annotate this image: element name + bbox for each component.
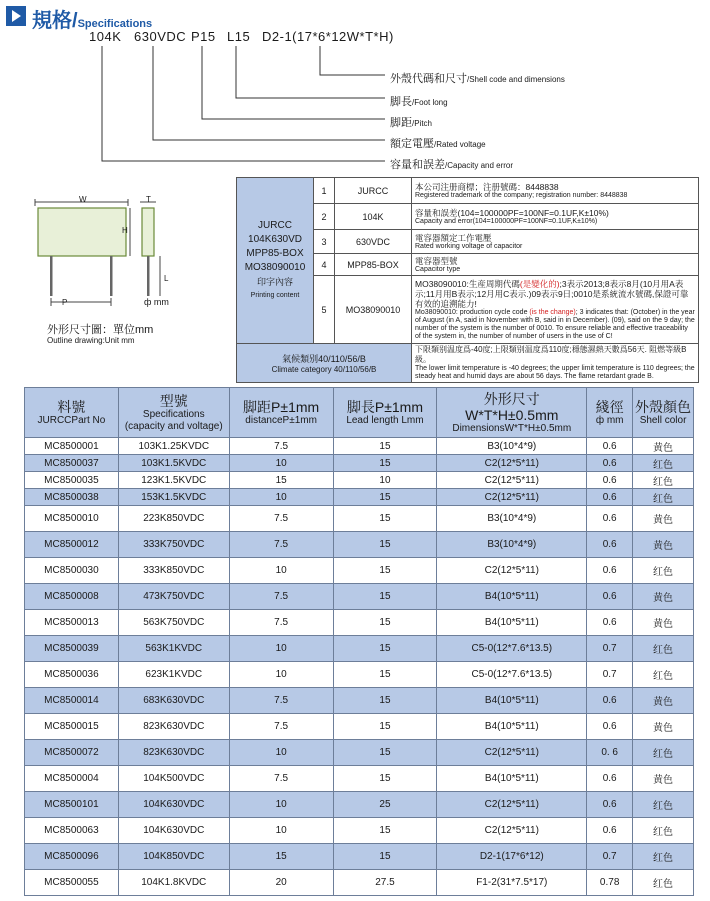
- legend-shell: 外殼代碼和尺寸/Shell code and dimensions: [390, 73, 565, 85]
- table-cell: MC8500008: [25, 584, 119, 610]
- table-cell: 0.6: [587, 558, 633, 584]
- table-cell: 0.6: [587, 584, 633, 610]
- header-part-no: 料號 JURCCPart No: [25, 388, 119, 438]
- table-cell: MC8500001: [25, 438, 119, 455]
- section-title: 規格/Specifications: [32, 10, 153, 32]
- table-cell: MC8500096: [25, 844, 119, 870]
- drawing-caption-zh: 外形尺寸圖：單位mm: [47, 324, 154, 336]
- table-cell: MC8500035: [25, 472, 119, 489]
- table-cell: 0.6: [587, 688, 633, 714]
- drawing-caption-en: Outline drawing:Unit mm: [47, 336, 135, 345]
- table-cell: MC8500036: [25, 662, 119, 688]
- outline-drawing: [30, 190, 230, 315]
- table-row: [25, 584, 694, 610]
- table-cell: 红色: [633, 489, 694, 506]
- table-cell: 10: [229, 792, 333, 818]
- code-pitch: P15: [191, 29, 216, 44]
- table-cell: 0.6: [587, 506, 633, 532]
- table-cell: 15: [333, 438, 437, 455]
- printing-content-table: JURCC 104K630VD MPP85-BOX MO38090010 印字內容 Printing content 1 JURCC 本公司注册商標；注册號碼：8448838 Registered trademark of the company; registration number: 8448838 2 104K 容量和誤差(104=100000PF=100NF=0.1UF,K±10%) Capacity and error(104=100000PF=100NF=0.1UF,K±10%) 3 630VDC 電容器額定工作電壓 Rated working voltage of capacitor 4 MPP85-BOX 電容器型號 Capacitor type 5 MO38090010 MO38090010:生産周期代碼(是變化的);3表示2013;8表示8月(10月用A表示;11月用B表示;12月用C表示.)09表示9日;0010是系統流水號碼,保證可靠有效的追溯能力! Mo38090010: production cycle code (is the change); 3 indicates that: (October) in the year of August (in A, said in November with B, said in in December). (09), said on the 9 day; the number of the system is the number of 0010. To ensure reliable and effective traceability of the system in, the number of number of users in the use of C! 氣候類别40/110/56/B Climate category 40/110/56/B 下限類别温度爲-40度;上限類别温度爲110度;穩態濕熱天數爲56天. 阻燃等級B級。 The lower limit temperature is -40 degrees; the upper limit temperature is 110 degrees; the steady heat and humid days are about 56 days. The flame retardant grade B.: [236, 177, 699, 383]
- table-cell: 7.5: [229, 532, 333, 558]
- table-cell: C2(12*5*11): [437, 740, 587, 766]
- table-cell: B3(10*4*9): [437, 532, 587, 558]
- table-cell: 红色: [633, 662, 694, 688]
- table-cell: MC8500013: [25, 610, 119, 636]
- table-cell: 7.5: [229, 610, 333, 636]
- table-cell: 103K1.25KVDC: [118, 438, 229, 455]
- legend-foot: 脚長/Foot long: [390, 96, 448, 108]
- table-cell: 15: [333, 455, 437, 472]
- table-cell: 15: [333, 558, 437, 584]
- table-cell: 黄色: [633, 438, 694, 455]
- table-cell: 红色: [633, 844, 694, 870]
- table-cell: C5-0(12*7.6*13.5): [437, 662, 587, 688]
- legend-voltage: 額定電壓/Rated voltage: [390, 138, 486, 150]
- table-cell: D2-1(17*6*12): [437, 844, 587, 870]
- table-cell: 黄色: [633, 584, 694, 610]
- table-cell: 15: [333, 766, 437, 792]
- header-lead: 脚長P±1mm Lead length Lmm: [333, 388, 437, 438]
- table-cell: MC8500055: [25, 870, 119, 896]
- table-cell: 10: [229, 662, 333, 688]
- table-cell: 0.6: [587, 532, 633, 558]
- table-cell: 104K630VDC: [118, 818, 229, 844]
- spec-value: JURCC: [335, 178, 412, 204]
- table-cell: 0.6: [587, 818, 633, 844]
- table-cell: 15: [333, 688, 437, 714]
- dim-t-label: T: [146, 195, 151, 204]
- table-cell: C2(12*5*11): [437, 558, 587, 584]
- code-leader-lines: [0, 0, 710, 175]
- table-cell: 黄色: [633, 714, 694, 740]
- table-cell: B4(10*5*11): [437, 766, 587, 792]
- table-cell: F1-2(31*7.5*17): [437, 870, 587, 896]
- table-cell: 15: [333, 844, 437, 870]
- table-cell: 红色: [633, 792, 694, 818]
- code-lead: L15: [227, 29, 251, 44]
- table-cell: 15: [333, 636, 437, 662]
- table-cell: 0.7: [587, 662, 633, 688]
- table-cell: 0.7: [587, 636, 633, 662]
- table-row: [25, 766, 694, 792]
- table-cell: MC8500038: [25, 489, 119, 506]
- code-voltage: 630VDC: [134, 29, 187, 44]
- table-cell: MC8500015: [25, 714, 119, 740]
- table-row: [25, 489, 694, 506]
- table-cell: 0.6: [587, 472, 633, 489]
- table-cell: 黄色: [633, 688, 694, 714]
- table-cell: 10: [229, 818, 333, 844]
- table-row: [25, 455, 694, 472]
- table-cell: 333K750VDC: [118, 532, 229, 558]
- table-cell: 黄色: [633, 532, 694, 558]
- legend-pitch: 脚距/Pitch: [390, 117, 433, 129]
- table-cell: 10: [229, 740, 333, 766]
- table-cell: B4(10*5*11): [437, 584, 587, 610]
- table-cell: 15: [229, 844, 333, 870]
- table-cell: 623K1KVDC: [118, 662, 229, 688]
- dim-l-label: L: [164, 274, 169, 283]
- table-cell: 15: [333, 532, 437, 558]
- table-cell: 黄色: [633, 610, 694, 636]
- table-cell: MC8500037: [25, 455, 119, 472]
- table-cell: 104K500VDC: [118, 766, 229, 792]
- table-cell: 0.6: [587, 792, 633, 818]
- table-cell: 红色: [633, 472, 694, 489]
- table-cell: 7.5: [229, 506, 333, 532]
- dim-p-label: P: [62, 298, 68, 307]
- spec-desc-cycle-code: MO38090010:生産周期代碼(是變化的);3表示2013;8表示8月(10月用A表示;11月用B表示;12月用C表示.)09表示9日;0010是系統流水號碼,保證可靠有效的追溯能力! Mo38090010: production cycle code (is the change); 3 indicates that: (October) in the year of August (in A, said in November with B, said in in December). (09), said on the 9 day; the number of the system is the number of 0010. To ensure reliable and effective traceability of the system in, the number of number of users in the use of C!: [412, 276, 699, 344]
- table-cell: 红色: [633, 818, 694, 844]
- table-cell: 563K750VDC: [118, 610, 229, 636]
- table-cell: 104K630VDC: [118, 792, 229, 818]
- spec-desc: 電容器型號 Capacitor type: [412, 254, 699, 276]
- table-cell: 223K850VDC: [118, 506, 229, 532]
- table-cell: 104K1.8KVDC: [118, 870, 229, 896]
- table-cell: 0. 6: [587, 740, 633, 766]
- table-row: [25, 714, 694, 740]
- table-row: [25, 636, 694, 662]
- table-cell: 7.5: [229, 688, 333, 714]
- table-cell: 15: [333, 818, 437, 844]
- table-cell: B3(10*4*9): [437, 506, 587, 532]
- table-cell: B3(10*4*9): [437, 438, 587, 455]
- table-cell: 红色: [633, 636, 694, 662]
- table-cell: 0.6: [587, 489, 633, 506]
- header-shell-color: 外殼顏色 Shell color: [633, 388, 694, 438]
- printing-label-cell: JURCC 104K630VD MPP85-BOX MO38090010 印字內容 Printing content: [237, 178, 314, 344]
- table-cell: MC8500004: [25, 766, 119, 792]
- table-cell: 黄色: [633, 766, 694, 792]
- table-cell: C2(12*5*11): [437, 472, 587, 489]
- table-row: [25, 740, 694, 766]
- table-cell: MC8500010: [25, 506, 119, 532]
- header-spec: 型號 Specifications (capacity and voltage): [118, 388, 229, 438]
- table-cell: B4(10*5*11): [437, 714, 587, 740]
- table-row: [25, 610, 694, 636]
- table-cell: 红色: [633, 558, 694, 584]
- code-capacity: 104K: [89, 29, 122, 44]
- table-row: [25, 792, 694, 818]
- dim-h-label: H: [122, 226, 128, 235]
- table-cell: C5-0(12*7.6*13.5): [437, 636, 587, 662]
- climate-category: 氣候類别40/110/56/B Climate category 40/110/56/B: [237, 344, 412, 383]
- table-cell: 0.6: [587, 455, 633, 472]
- table-cell: 0.6: [587, 438, 633, 455]
- table-cell: MC8500072: [25, 740, 119, 766]
- spec-desc: 電容器額定工作電壓 Rated working voltage of capacitor: [412, 230, 699, 254]
- spec-desc: 容量和誤差(104=100000PF=100NF=0.1UF,K±10%) Capacity and error(104=100000PF=100NF=0.1UF,K±10%): [412, 204, 699, 230]
- table-cell: 10: [333, 472, 437, 489]
- table-cell: C2(12*5*11): [437, 792, 587, 818]
- table-cell: 823K630VDC: [118, 740, 229, 766]
- legend-capacity: 容量和誤差/Capacity and error: [390, 159, 514, 171]
- table-cell: 10: [229, 455, 333, 472]
- table-cell: MC8500039: [25, 636, 119, 662]
- dim-phi-label: ф mm: [144, 297, 169, 307]
- table-cell: 15: [333, 506, 437, 532]
- table-cell: 7.5: [229, 584, 333, 610]
- product-table: [24, 387, 694, 896]
- table-cell: 20: [229, 870, 333, 896]
- table-row: [25, 688, 694, 714]
- table-row: [25, 662, 694, 688]
- table-cell: 15: [333, 489, 437, 506]
- table-row: [25, 438, 694, 455]
- table-cell: MC8500012: [25, 532, 119, 558]
- header-dimensions: 外形尺寸W*T*H±0.5mm DimensionsW*T*H±0.5mm: [437, 388, 587, 438]
- table-row: [25, 818, 694, 844]
- table-cell: MC8500101: [25, 792, 119, 818]
- table-cell: 27.5: [333, 870, 437, 896]
- table-cell: 333K850VDC: [118, 558, 229, 584]
- table-cell: 104K850VDC: [118, 844, 229, 870]
- table-cell: 473K750VDC: [118, 584, 229, 610]
- spec-value: MPP85-BOX: [335, 254, 412, 276]
- table-cell: 7.5: [229, 714, 333, 740]
- table-cell: 15: [333, 610, 437, 636]
- table-cell: 15: [229, 472, 333, 489]
- spec-value: 104K: [335, 204, 412, 230]
- table-cell: C2(12*5*11): [437, 489, 587, 506]
- spec-value: 630VDC: [335, 230, 412, 254]
- table-cell: 15: [333, 740, 437, 766]
- table-cell: C2(12*5*11): [437, 818, 587, 844]
- table-row: [25, 472, 694, 489]
- dim-w-label: W: [79, 195, 87, 204]
- table-cell: 25: [333, 792, 437, 818]
- table-cell: B4(10*5*11): [437, 688, 587, 714]
- table-cell: 683K630VDC: [118, 688, 229, 714]
- table-row: [25, 844, 694, 870]
- table-cell: 823K630VDC: [118, 714, 229, 740]
- table-cell: 103K1.5KVDC: [118, 455, 229, 472]
- table-cell: 10: [229, 636, 333, 662]
- table-cell: MC8500030: [25, 558, 119, 584]
- table-row: [25, 558, 694, 584]
- table-cell: 7.5: [229, 438, 333, 455]
- table-cell: 黄色: [633, 506, 694, 532]
- spec-desc: 本公司注册商標；注册號碼：8448838 Registered trademark of the company; registration number: 8448838: [412, 178, 699, 204]
- table-cell: 0.78: [587, 870, 633, 896]
- table-cell: 10: [229, 558, 333, 584]
- table-cell: 15: [333, 584, 437, 610]
- table-cell: 15: [333, 714, 437, 740]
- table-row: [25, 870, 694, 896]
- table-cell: 0.6: [587, 766, 633, 792]
- table-cell: 红色: [633, 870, 694, 896]
- table-cell: B4(10*5*11): [437, 610, 587, 636]
- table-cell: 7.5: [229, 766, 333, 792]
- header-pitch: 脚距P±1mm distanceP±1mm: [229, 388, 333, 438]
- table-cell: 0.7: [587, 844, 633, 870]
- table-cell: 0.6: [587, 610, 633, 636]
- table-row: [25, 532, 694, 558]
- table-cell: 153K1.5KVDC: [118, 489, 229, 506]
- table-cell: C2(12*5*11): [437, 455, 587, 472]
- spec-value: MO38090010: [335, 276, 412, 344]
- table-cell: MC8500063: [25, 818, 119, 844]
- table-cell: 0.6: [587, 714, 633, 740]
- climate-desc: 下限類别温度爲-40度;上限類别温度爲110度;穩態濕熱天數爲56天. 阻燃等級B級。 The lower limit temperature is -40 degrees; the upper limit temperature is 110 degrees; the steady heat and humid days are about 56 days. The flame retardant grade B.: [412, 344, 699, 383]
- table-cell: 红色: [633, 740, 694, 766]
- code-shell: D2-1(17*6*12W*T*H): [262, 29, 394, 44]
- table-cell: 10: [229, 489, 333, 506]
- table-cell: 15: [333, 662, 437, 688]
- table-cell: 123K1.5KVDC: [118, 472, 229, 489]
- table-cell: 红色: [633, 455, 694, 472]
- table-cell: MC8500014: [25, 688, 119, 714]
- table-cell: 563K1KVDC: [118, 636, 229, 662]
- table-row: [25, 506, 694, 532]
- header-wire-diameter: 綫徑 ф mm: [587, 388, 633, 438]
